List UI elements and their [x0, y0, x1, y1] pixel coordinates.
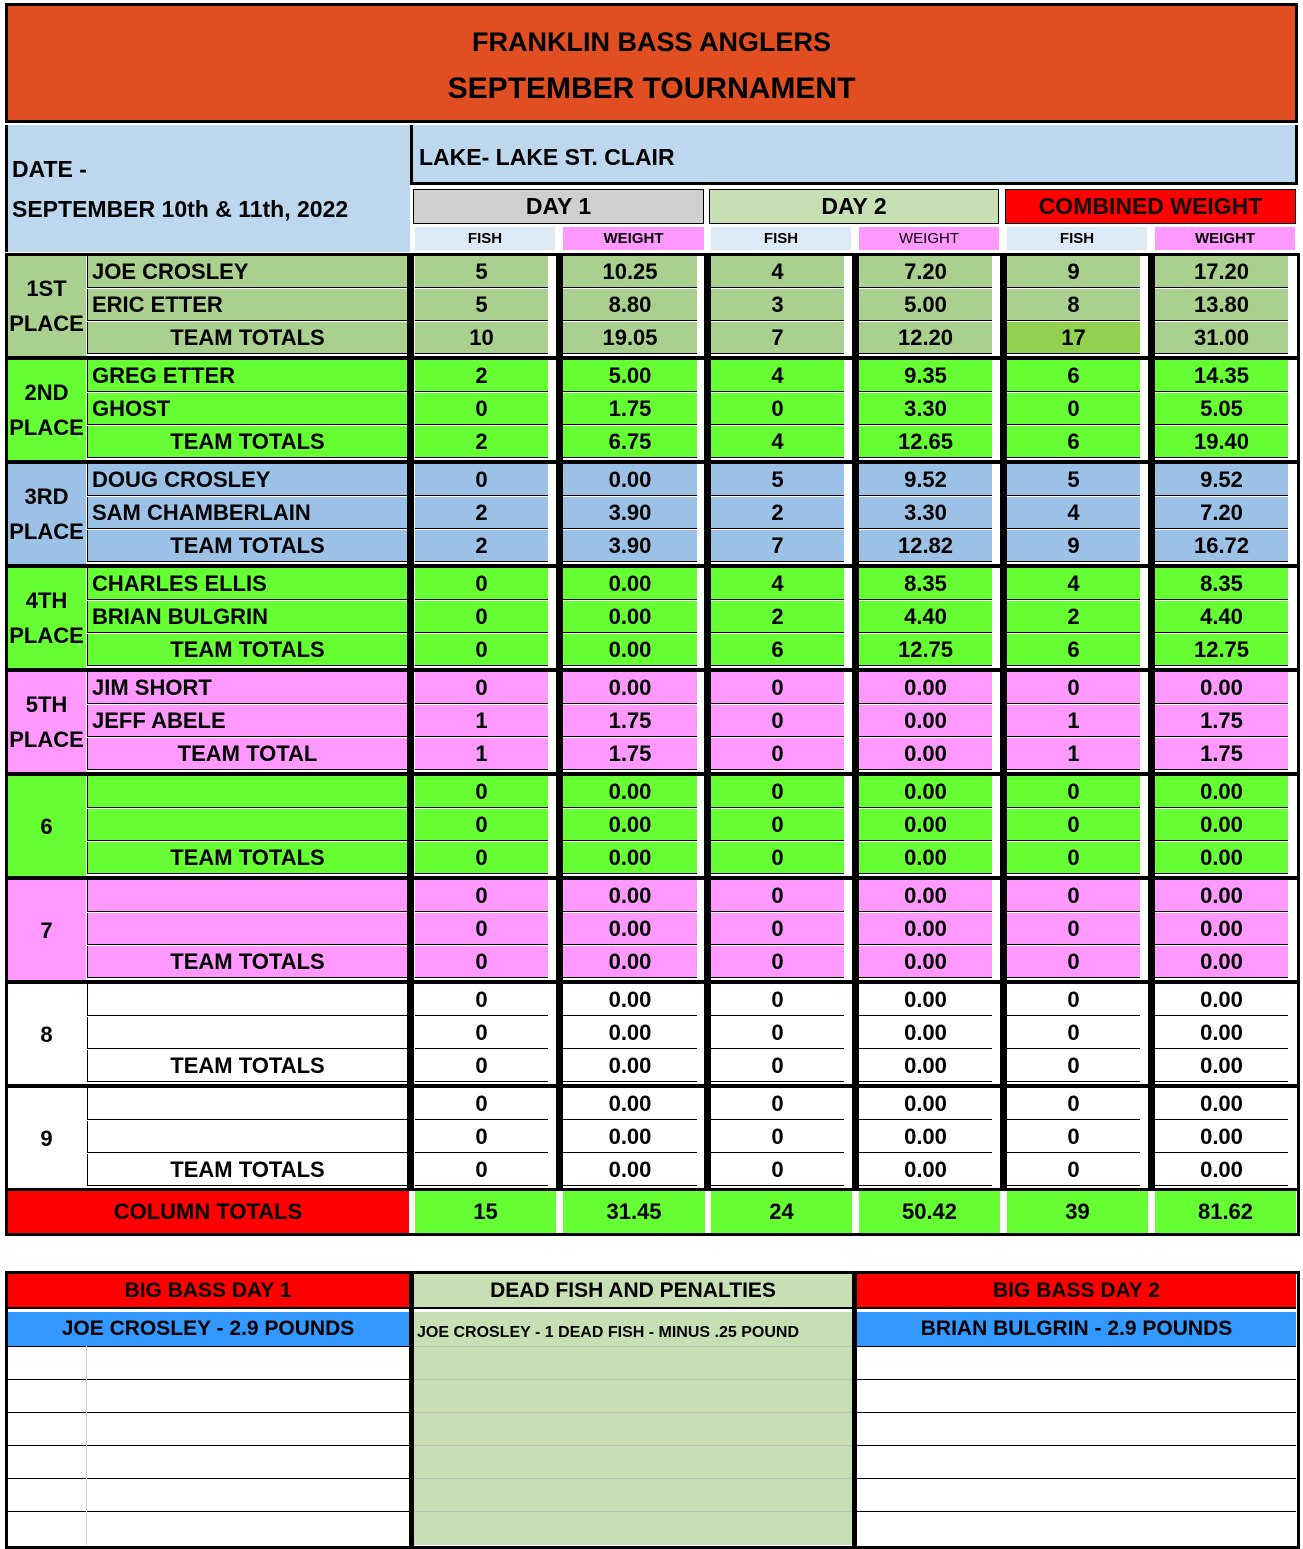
column-divider — [852, 1271, 857, 1549]
column-divider — [407, 256, 414, 356]
combined-fish-cell: 4 — [1007, 497, 1140, 529]
column-divider — [407, 984, 414, 1084]
day1-weight-cell: 0.00 — [563, 1050, 697, 1082]
day2-fish-cell: 0 — [711, 1088, 844, 1120]
combined-fish-cell: 6 — [1007, 426, 1140, 458]
day1-weight-cell: 0.00 — [563, 1017, 697, 1049]
day1-fish-cell: 5 — [415, 256, 548, 288]
day1-fish-cell: 0 — [415, 1154, 548, 1186]
day2-weight-header: WEIGHT — [859, 227, 999, 250]
day2-weight-cell: 0.00 — [859, 880, 992, 912]
combined-fish-cell: 0 — [1007, 1050, 1140, 1082]
day2-fish-cell: 0 — [711, 1121, 844, 1153]
day1-weight-cell: 0.00 — [563, 634, 697, 666]
day2-fish-cell: 0 — [711, 738, 844, 770]
combined-weight-cell: 0.00 — [1155, 946, 1288, 978]
day2-fish-cell: 7 — [711, 322, 844, 354]
day1-weight-cell: 3.90 — [563, 530, 697, 562]
day2-weight-cell: 0.00 — [859, 1121, 992, 1153]
combined-fish-cell: 2 — [1007, 601, 1140, 633]
day1-header: DAY 1 — [413, 189, 704, 224]
place-label — [7, 984, 86, 1084]
day2-weight-cell: 0.00 — [859, 672, 992, 704]
combined-fish-cell: 6 — [1007, 634, 1140, 666]
day2-weight-cell: 12.82 — [859, 530, 992, 562]
combined-fish-cell: 0 — [1007, 776, 1140, 808]
day1-fish-cell: 0 — [415, 1017, 548, 1049]
team-totals-label: TEAM TOTALS — [87, 946, 407, 978]
combined-weight-cell: 0.00 — [1155, 880, 1288, 912]
total-day2-fish: 24 — [711, 1191, 852, 1233]
combined-fish-cell: 0 — [1007, 913, 1140, 945]
combined-fish-cell: 0 — [1007, 842, 1140, 874]
total-day2-weight: 50.42 — [859, 1191, 1000, 1233]
day2-fish-cell: 0 — [711, 984, 844, 1016]
day2-weight-cell: 9.52 — [859, 464, 992, 496]
day1-fish-header: FISH — [415, 227, 555, 250]
place-label — [7, 464, 86, 564]
dead-fish-title: DEAD FISH AND PENALTIES — [414, 1274, 852, 1309]
grid-line — [414, 1445, 852, 1446]
day1-weight-cell: 0.00 — [563, 464, 697, 496]
day1-weight-cell: 0.00 — [563, 1121, 697, 1153]
day2-fish-cell: 4 — [711, 256, 844, 288]
place-label — [7, 360, 86, 460]
place-rank: 6 — [40, 813, 53, 839]
day2-fish-cell: 6 — [711, 634, 844, 666]
combined-fish-cell: 0 — [1007, 984, 1140, 1016]
grid-line — [414, 1478, 852, 1479]
angler-name: DOUG CROSLEY — [87, 464, 407, 496]
combined-fish-cell: 6 — [1007, 360, 1140, 392]
day2-weight-cell: 0.00 — [859, 705, 992, 737]
combined-weight-cell: 16.72 — [1155, 530, 1288, 562]
column-divider — [407, 672, 414, 772]
day1-fish-cell: 10 — [415, 322, 548, 354]
team-totals-label: TEAM TOTALS — [87, 426, 407, 458]
combined-fish-cell: 0 — [1007, 393, 1140, 425]
day1-weight-cell: 5.00 — [563, 360, 697, 392]
combined-weight-cell: 9.52 — [1155, 464, 1288, 496]
team-totals-label: TEAM TOTALS — [87, 1154, 407, 1186]
day2-fish-cell: 4 — [711, 568, 844, 600]
grid-line — [857, 1445, 1296, 1446]
combined-weight-cell: 19.40 — [1155, 426, 1288, 458]
combined-weight-cell: 31.00 — [1155, 322, 1288, 354]
day1-weight-cell: 0.00 — [563, 880, 697, 912]
place-word: PLACE — [9, 519, 84, 544]
combined-weight-cell: 12.75 — [1155, 634, 1288, 666]
combined-weight-cell: 0.00 — [1155, 1088, 1288, 1120]
day2-fish-cell: 2 — [711, 601, 844, 633]
place-label — [7, 568, 86, 668]
place-word: PLACE — [9, 415, 84, 440]
grid-line — [414, 1511, 852, 1512]
column-totals-label: COLUMN TOTALS — [7, 1191, 409, 1233]
grid-line — [414, 1346, 852, 1347]
combined-fish-cell: 0 — [1007, 880, 1140, 912]
day1-fish-cell: 0 — [415, 464, 548, 496]
place-label — [7, 256, 86, 356]
angler-name: GHOST — [87, 393, 407, 425]
day1-weight-cell: 0.00 — [563, 984, 697, 1016]
team-totals-label: TEAM TOTAL — [87, 738, 407, 770]
day2-weight-cell: 8.35 — [859, 568, 992, 600]
total-combined-fish: 39 — [1007, 1191, 1148, 1233]
grid-line — [7, 1478, 409, 1479]
place-word: PLACE — [9, 727, 84, 752]
combined-fish-cell: 0 — [1007, 1121, 1140, 1153]
grid-line — [857, 1412, 1296, 1413]
combined-fish-cell: 5 — [1007, 464, 1140, 496]
angler-name: GREG ETTER — [87, 360, 407, 392]
day2-fish-cell: 0 — [711, 776, 844, 808]
day2-weight-cell: 12.65 — [859, 426, 992, 458]
day2-weight-cell: 5.00 — [859, 289, 992, 321]
angler-name: CHARLES ELLIS — [87, 568, 407, 600]
grid-line — [857, 1379, 1296, 1380]
combined-weight-cell: 1.75 — [1155, 738, 1288, 770]
day2-fish-cell: 7 — [711, 530, 844, 562]
day1-weight-cell: 3.90 — [563, 497, 697, 529]
combined-weight-header: WEIGHT — [1155, 227, 1295, 250]
day2-header: DAY 2 — [709, 189, 999, 224]
combined-fish-cell: 0 — [1007, 1154, 1140, 1186]
combined-weight-cell: 14.35 — [1155, 360, 1288, 392]
day1-weight-header: WEIGHT — [563, 227, 704, 250]
combined-fish-cell: 0 — [1007, 809, 1140, 841]
angler-name — [87, 880, 407, 912]
day1-weight-cell: 6.75 — [563, 426, 697, 458]
combined-weight-cell: 8.35 — [1155, 568, 1288, 600]
grid-line — [414, 1412, 852, 1413]
column-divider — [407, 776, 414, 876]
day1-weight-cell: 0.00 — [563, 672, 697, 704]
team-totals-label: TEAM TOTALS — [87, 634, 407, 666]
day2-weight-cell: 12.20 — [859, 322, 992, 354]
club-name: FRANKLIN BASS ANGLERS — [471, 26, 831, 57]
day2-fish-cell: 3 — [711, 289, 844, 321]
combined-weight-cell: 0.00 — [1155, 1154, 1288, 1186]
grid-line — [7, 1511, 409, 1512]
team-totals-label: TEAM TOTALS — [87, 842, 407, 874]
team-totals-label: TEAM TOTALS — [87, 1050, 407, 1082]
day1-fish-cell: 5 — [415, 289, 548, 321]
grid-line — [857, 1511, 1296, 1512]
combined-fish-cell: 4 — [1007, 568, 1140, 600]
column-divider — [407, 464, 414, 564]
day2-fish-cell: 5 — [711, 464, 844, 496]
day1-weight-cell: 0.00 — [563, 946, 697, 978]
place-rank: 7 — [40, 917, 53, 943]
day2-weight-cell: 12.75 — [859, 634, 992, 666]
grid-line — [414, 1379, 852, 1380]
combined-weight-cell: 0.00 — [1155, 913, 1288, 945]
column-divider — [704, 256, 711, 1188]
combined-header: COMBINED WEIGHT — [1005, 189, 1296, 224]
day2-weight-cell: 0.00 — [859, 809, 992, 841]
combined-weight-cell: 1.75 — [1155, 705, 1288, 737]
day2-fish-cell: 0 — [711, 1017, 844, 1049]
day2-fish-cell: 0 — [711, 393, 844, 425]
combined-weight-cell: 7.20 — [1155, 497, 1288, 529]
grid-line — [7, 1346, 409, 1347]
combined-fish-cell: 8 — [1007, 289, 1140, 321]
combined-weight-cell: 0.00 — [1155, 672, 1288, 704]
place-rank: 3RD — [24, 484, 69, 509]
day2-fish-cell: 0 — [711, 880, 844, 912]
day1-weight-cell: 0.00 — [563, 842, 697, 874]
angler-name: JOE CROSLEY — [87, 256, 407, 288]
day1-weight-cell: 0.00 — [563, 776, 697, 808]
day1-fish-cell: 2 — [415, 426, 548, 458]
column-divider — [852, 256, 859, 1188]
combined-fish-cell: 17 — [1007, 322, 1140, 354]
day2-weight-cell: 9.35 — [859, 360, 992, 392]
combined-fish-cell: 9 — [1007, 530, 1140, 562]
combined-fish-cell: 1 — [1007, 705, 1140, 737]
day1-fish-cell: 0 — [415, 913, 548, 945]
day2-weight-cell: 0.00 — [859, 738, 992, 770]
day2-weight-cell: 7.20 — [859, 256, 992, 288]
day1-weight-cell: 1.75 — [563, 738, 697, 770]
total-day1-fish: 15 — [415, 1191, 556, 1233]
day2-fish-cell: 0 — [711, 705, 844, 737]
grid-line — [857, 1478, 1296, 1479]
angler-name — [87, 809, 407, 841]
place-label — [7, 672, 86, 772]
day1-fish-cell: 0 — [415, 672, 548, 704]
day1-weight-cell: 1.75 — [563, 705, 697, 737]
day1-fish-cell: 0 — [415, 601, 548, 633]
combined-fish-cell: 0 — [1007, 1017, 1140, 1049]
day2-fish-cell: 0 — [711, 672, 844, 704]
grid-line — [7, 1379, 409, 1380]
angler-name: BRIAN BULGRIN — [87, 601, 407, 633]
day2-fish-cell: 0 — [711, 913, 844, 945]
place-label — [7, 880, 86, 980]
combined-weight-cell: 4.40 — [1155, 601, 1288, 633]
day2-weight-cell: 3.30 — [859, 393, 992, 425]
combined-weight-cell: 0.00 — [1155, 1017, 1288, 1049]
lake-name: LAKE- LAKE ST. CLAIR — [419, 143, 675, 170]
day1-fish-cell: 0 — [415, 393, 548, 425]
day1-weight-cell: 0.00 — [563, 1154, 697, 1186]
big-bass-day1-value: JOE CROSLEY - 2.9 POUNDS — [7, 1312, 409, 1346]
combined-fish-cell: 0 — [1007, 672, 1140, 704]
grid-line — [857, 1346, 1296, 1347]
day2-weight-cell: 0.00 — [859, 842, 992, 874]
place-label — [7, 776, 86, 876]
day1-weight-cell: 8.80 — [563, 289, 697, 321]
angler-name — [87, 776, 407, 808]
combined-weight-cell: 0.00 — [1155, 842, 1288, 874]
dead-fish-value: JOE CROSLEY - 1 DEAD FISH - MINUS .25 POUND — [417, 1324, 799, 1341]
day2-weight-cell: 0.00 — [859, 1017, 992, 1049]
day2-fish-cell: 0 — [711, 809, 844, 841]
combined-weight-cell: 0.00 — [1155, 1121, 1288, 1153]
angler-name: ERIC ETTER — [87, 289, 407, 321]
place-rank: 9 — [40, 1125, 53, 1151]
place-rank: 2ND — [24, 380, 69, 405]
combined-weight-cell: 0.00 — [1155, 809, 1288, 841]
day1-weight-cell: 0.00 — [563, 601, 697, 633]
day1-fish-cell: 1 — [415, 738, 548, 770]
day1-weight-cell: 0.00 — [563, 809, 697, 841]
day1-weight-cell: 0.00 — [563, 568, 697, 600]
grid-line — [7, 1412, 409, 1413]
team-totals-label: TEAM TOTALS — [87, 530, 407, 562]
day1-fish-cell: 2 — [415, 497, 548, 529]
place-rank: 5TH — [25, 692, 68, 717]
combined-fish-cell: 0 — [1007, 1088, 1140, 1120]
column-divider — [1000, 256, 1007, 1188]
day1-fish-cell: 0 — [415, 1121, 548, 1153]
day2-weight-cell: 0.00 — [859, 1050, 992, 1082]
column-divider — [407, 1088, 414, 1188]
column-divider — [407, 568, 414, 668]
column-divider — [407, 880, 414, 980]
day1-weight-cell: 10.25 — [563, 256, 697, 288]
day1-fish-cell: 0 — [415, 634, 548, 666]
column-divider — [1148, 256, 1155, 1188]
total-combined-weight: 81.62 — [1155, 1191, 1296, 1233]
day1-fish-cell: 0 — [415, 1088, 548, 1120]
day1-weight-cell: 1.75 — [563, 393, 697, 425]
day1-fish-cell: 1 — [415, 705, 548, 737]
combined-fish-cell: 0 — [1007, 946, 1140, 978]
day2-weight-cell: 3.30 — [859, 497, 992, 529]
angler-name — [87, 913, 407, 945]
place-word: PLACE — [9, 623, 84, 648]
day2-weight-cell: 0.00 — [859, 984, 992, 1016]
column-divider — [409, 1271, 414, 1549]
combined-fish-cell: 1 — [1007, 738, 1140, 770]
angler-name: JIM SHORT — [87, 672, 407, 704]
day1-fish-cell: 0 — [415, 809, 548, 841]
date-value: SEPTEMBER 10th & 11th, 2022 — [12, 195, 349, 222]
day2-fish-cell: 0 — [711, 1154, 844, 1186]
angler-name — [87, 1017, 407, 1049]
combined-weight-cell: 0.00 — [1155, 1050, 1288, 1082]
day1-fish-cell: 0 — [415, 842, 548, 874]
day2-fish-cell: 4 — [711, 360, 844, 392]
day2-fish-cell: 2 — [711, 497, 844, 529]
day1-fish-cell: 0 — [415, 568, 548, 600]
combined-weight-cell: 5.05 — [1155, 393, 1288, 425]
place-word: PLACE — [9, 311, 84, 336]
date-panel — [5, 125, 410, 252]
big-bass-day2-value: BRIAN BULGRIN - 2.9 POUNDS — [857, 1312, 1296, 1346]
day1-weight-cell: 0.00 — [563, 1088, 697, 1120]
day1-fish-cell: 0 — [415, 946, 548, 978]
day2-fish-header: FISH — [711, 227, 851, 250]
angler-name — [87, 984, 407, 1016]
day1-fish-cell: 0 — [415, 1050, 548, 1082]
day2-weight-cell: 0.00 — [859, 913, 992, 945]
day1-fish-cell: 0 — [415, 776, 548, 808]
grid-line — [7, 1445, 409, 1446]
angler-name — [87, 1121, 407, 1153]
day1-fish-cell: 2 — [415, 530, 548, 562]
column-divider — [556, 256, 563, 1188]
day1-weight-cell: 0.00 — [563, 913, 697, 945]
combined-fish-cell: 9 — [1007, 256, 1140, 288]
angler-name — [87, 1088, 407, 1120]
angler-name: SAM CHAMBERLAIN — [87, 497, 407, 529]
day1-fish-cell: 0 — [415, 880, 548, 912]
place-label — [7, 1088, 86, 1188]
day2-fish-cell: 0 — [711, 946, 844, 978]
place-rank: 8 — [40, 1021, 53, 1047]
place-rank: 1ST — [26, 276, 67, 301]
day2-weight-cell: 4.40 — [859, 601, 992, 633]
combined-fish-header: FISH — [1007, 227, 1147, 250]
day1-weight-cell: 19.05 — [563, 322, 697, 354]
total-day1-weight: 31.45 — [563, 1191, 705, 1233]
combined-weight-cell: 13.80 — [1155, 289, 1288, 321]
day2-fish-cell: 0 — [711, 842, 844, 874]
date-label: DATE - — [12, 155, 87, 182]
day2-fish-cell: 0 — [711, 1050, 844, 1082]
place-rank: 4TH — [25, 588, 68, 613]
day2-fish-cell: 4 — [711, 426, 844, 458]
angler-name: JEFF ABELE — [87, 705, 407, 737]
day2-weight-cell: 0.00 — [859, 776, 992, 808]
combined-weight-cell: 0.00 — [1155, 776, 1288, 808]
column-divider — [86, 1346, 87, 1545]
combined-weight-cell: 17.20 — [1155, 256, 1288, 288]
day1-fish-cell: 0 — [415, 984, 548, 1016]
tournament-title: SEPTEMBER TOURNAMENT — [447, 72, 856, 105]
column-divider — [407, 360, 414, 460]
day1-fish-cell: 2 — [415, 360, 548, 392]
big-bass-day2-title: BIG BASS DAY 2 — [857, 1274, 1296, 1309]
combined-weight-cell: 0.00 — [1155, 984, 1288, 1016]
big-bass-day1-title: BIG BASS DAY 1 — [7, 1274, 409, 1309]
day2-weight-cell: 0.00 — [859, 1088, 992, 1120]
team-totals-label: TEAM TOTALS — [87, 322, 407, 354]
day2-weight-cell: 0.00 — [859, 946, 992, 978]
day2-weight-cell: 0.00 — [859, 1154, 992, 1186]
